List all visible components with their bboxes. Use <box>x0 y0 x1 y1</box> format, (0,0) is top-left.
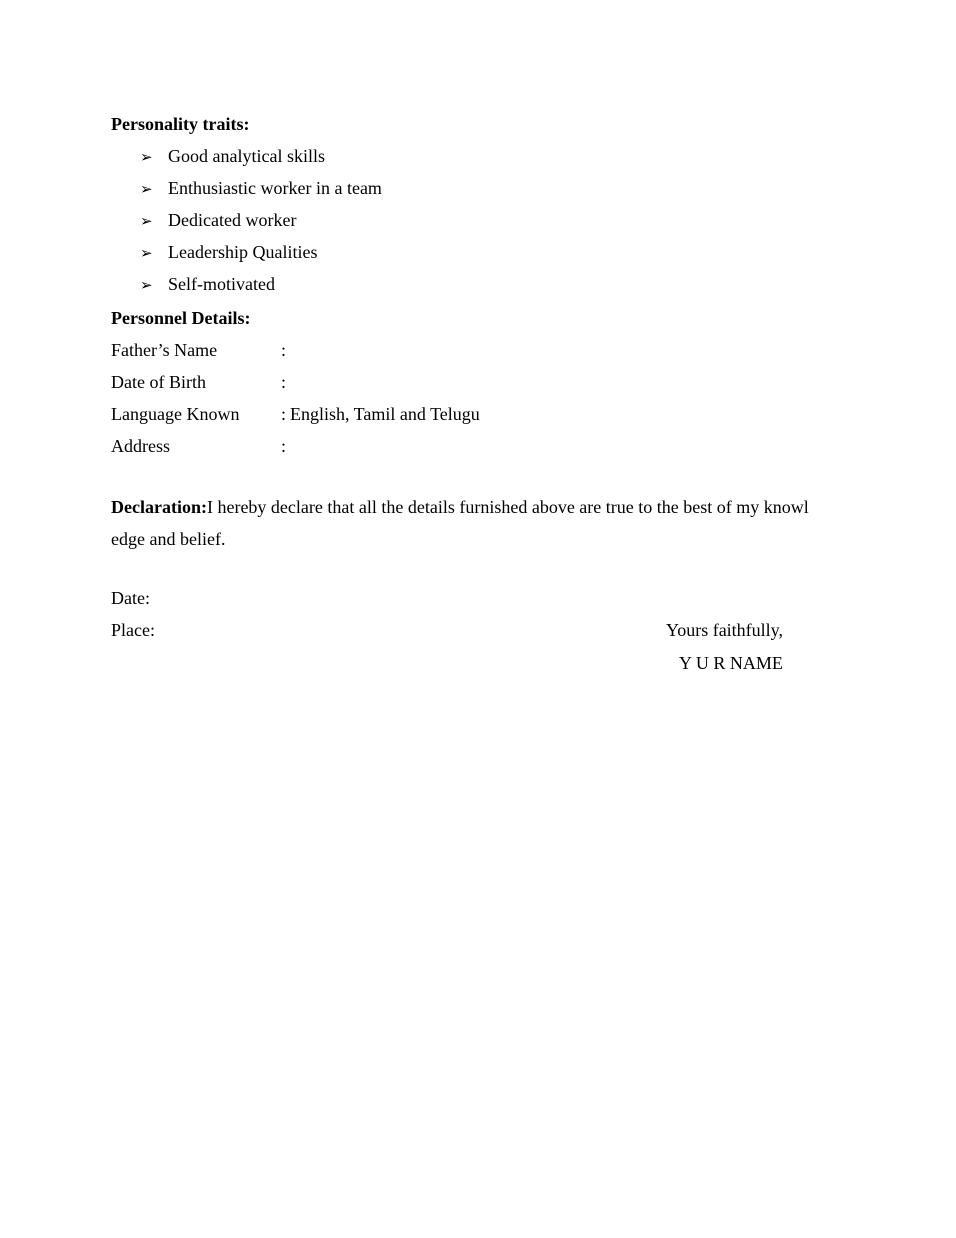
detail-label: Father’s Name <box>111 340 218 360</box>
trait-text: Enthusiastic worker in a team <box>168 178 382 198</box>
arrow-bullet-icon: ➢ <box>140 276 153 294</box>
arrow-bullet-icon: ➢ <box>140 180 153 198</box>
trait-list-item <box>140 273 275 295</box>
trait-list-item <box>140 209 296 231</box>
closing-text: Yours faithfully, <box>666 620 784 640</box>
date-label: Date: <box>111 588 150 608</box>
trait-text: Leadership Qualities <box>168 242 318 262</box>
detail-separator: : <box>281 340 287 360</box>
detail-label: Date of Birth <box>111 372 206 392</box>
declaration-line <box>111 491 851 523</box>
detail-value: English, Tamil and Telugu <box>290 404 480 424</box>
declaration-paragraph <box>111 491 851 555</box>
arrow-bullet-icon: ➢ <box>140 212 153 230</box>
arrow-bullet-icon: ➢ <box>140 244 153 262</box>
trait-text: Good analytical skills <box>168 146 325 166</box>
detail-separator: : <box>281 404 287 424</box>
trait-list-item <box>140 241 317 263</box>
declaration-line: edge and belief. <box>111 529 226 549</box>
detail-separator: : <box>281 436 287 456</box>
arrow-bullet-icon: ➢ <box>140 148 153 166</box>
personality-traits-heading: Personality traits: <box>111 114 250 134</box>
declaration-title: Declaration: <box>111 497 207 517</box>
trait-text: Dedicated worker <box>168 210 297 230</box>
trait-text: Self-motivated <box>168 274 275 294</box>
place-label: Place: <box>111 620 155 640</box>
trait-list-item <box>140 145 325 167</box>
trait-list-item <box>140 177 382 199</box>
detail-label: Language Known <box>111 404 240 424</box>
detail-separator: : <box>281 372 287 392</box>
signature-name: Y U R NAME <box>679 653 783 673</box>
declaration-text: I hereby declare that all the details furnished above are true to the best of my knowl <box>206 497 809 517</box>
personnel-details-heading: Personnel Details: <box>111 308 251 328</box>
detail-label: Address <box>111 436 170 456</box>
